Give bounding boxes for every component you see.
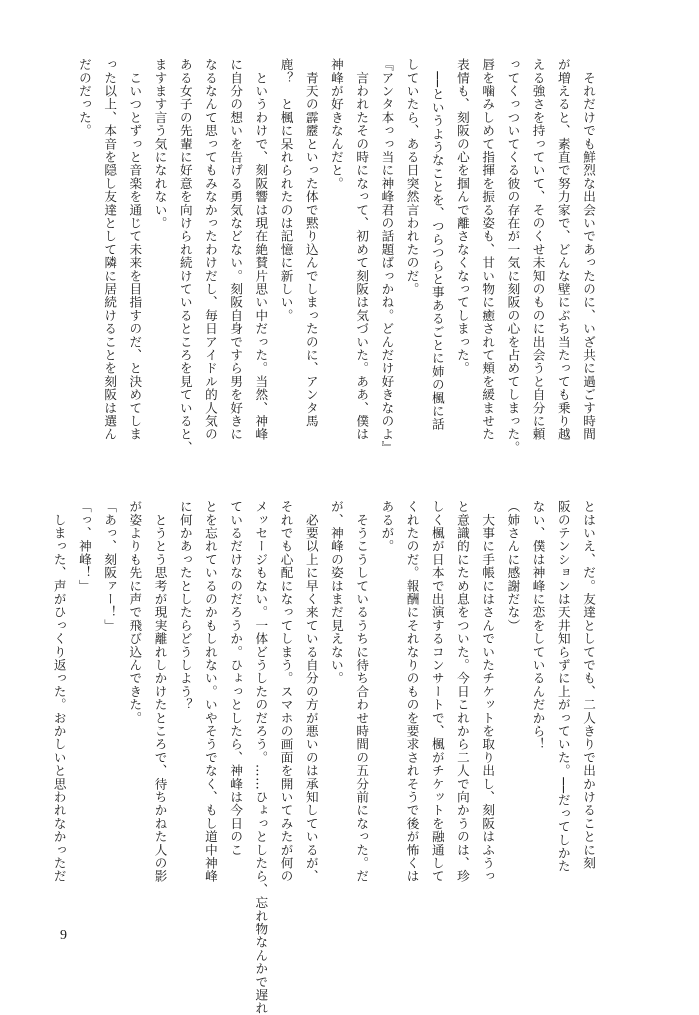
text-line: える強さを持っていて、そのくせ未知のものに出会うと自分に頼 [530, 58, 546, 441]
text-line: しまった、声がひっくり返った。おかしいと思われなかっただ [51, 500, 67, 883]
text-line: が姿よりも先に声で飛び込んできた。 [127, 500, 143, 725]
text-line: ってくっついてくる彼の存在が一気に刻阪の心を占めてしまった。 [505, 58, 521, 454]
text-line: 「あっ、刻阪ァー！」 [102, 500, 118, 632]
text-line: に自分の想いを告げる勇気などない。刻阪自身ですら男を好きに [228, 58, 244, 441]
page-number: 9 [60, 928, 67, 943]
text-line: あるが。 [379, 500, 395, 553]
text-line: ない、僕は神峰に恋をしているんだから！ [530, 500, 546, 751]
text-line: が、神峰の姿はまだ見えない。 [328, 500, 344, 685]
text-line: と意識的にため息をついた。今日これから二人で向かうのは、珍 [454, 500, 470, 883]
text-line: とうとう思考が現実離れしかけたところで、待ちかねた人の影 [152, 500, 168, 883]
text-line: とを忘れているのかもしれない。いやそうでなく、もし道中神峰 [202, 500, 218, 883]
text-line: 必要以上に早く来ている自分の方が悪いのは承知しているが、 [303, 500, 319, 883]
text-line: ますます言う気になれない。 [152, 58, 168, 230]
text-line: 「っ、神峰！」 [76, 500, 92, 593]
text-line: そうこうしているうちに待ち合わせ時間の五分前になった。だ [354, 500, 370, 883]
text-line: 『アンタ本っっ当に神峰君の話題ばっかね。どんだけ好きなのよ』 [379, 58, 395, 454]
text-line: 唇を噛みしめて指揮を振る姿も、甘い物に癒されて頬を緩ませた [480, 58, 496, 441]
text-block-upper [72, 58, 601, 478]
text-line: だのだった。 [76, 58, 92, 138]
text-line: こいつとずっと音楽を通じて未来を目指すのだ、と決めてしま [127, 58, 143, 441]
text-line: 青天の霹靂といった体で黙り込んでしまったのに、アンタ馬 [303, 58, 319, 428]
text-block-lower [47, 500, 601, 1015]
text-line: ているだけなのだろうか。ひょっとしたら、神峰は今日のこ [228, 500, 244, 857]
text-line: ──というようなことを、つらつらと事あるごとに姉の楓に話 [429, 58, 445, 431]
text-line: なるなんて思ってもみなかったわけだし、毎日アイドル的人気の [202, 58, 218, 441]
text-line: （姉さんに感謝だな） [505, 500, 521, 632]
text-line: しく楓が日本で出演するコンサートで、楓がチケットを融通して [429, 500, 445, 883]
text-line: くれたのだ。報酬にそれなりのものを要求されそうで後が怖くは [404, 500, 420, 883]
text-line: 言われたその時になって、初めて刻阪は気づいた。ああ、僕は [354, 58, 370, 441]
text-line: していたら、ある日突然言われたのだ。 [404, 58, 420, 296]
text-line: った以上、本音を隠し友達として隣に居続けることを刻阪は選ん [102, 58, 118, 441]
text-line: 表情も、刻阪の心を掴んで離さなくなってしまった。 [454, 58, 470, 375]
text-line: それでも心配になってしまう。スマホの画面を開いてみたが何の [278, 500, 294, 883]
text-line: ある女子の先輩に好意を向けられ続けているところを見ていると、 [177, 58, 193, 454]
text-line: それだけでも鮮烈な出会いであったのに、いざ共に過ごす時間 [581, 58, 596, 441]
text-line: 大事に手帳にはさんでいたチケットを取り出し、刻阪はふうっ [480, 500, 496, 883]
text-line: に何かあったとしたらどうしよう？ [177, 500, 193, 712]
text-line: 鹿？ と楓に呆れられたのは記憶に新しい。 [278, 58, 294, 322]
text-line: メッセージもない。一体どうしたのだろう。……ひょっとしたら、忘れ物なんかで遅れ [253, 500, 269, 1015]
text-line: 阪のテンションは天井知らずに上がっていた。──だってしかた [555, 500, 571, 873]
text-line: というわけで、刻阪響は現在絶賛片思い中だった。当然、神峰 [253, 58, 269, 441]
text-line: が増えると、素直で努力家で、どんな壁にぶち当たっても乗り越 [555, 58, 571, 441]
text-line: とはいえ、だ。友達としてでも、二人きりで出かけることに刻 [581, 500, 596, 870]
text-line: 神峰が好きなんだと。 [328, 58, 344, 190]
